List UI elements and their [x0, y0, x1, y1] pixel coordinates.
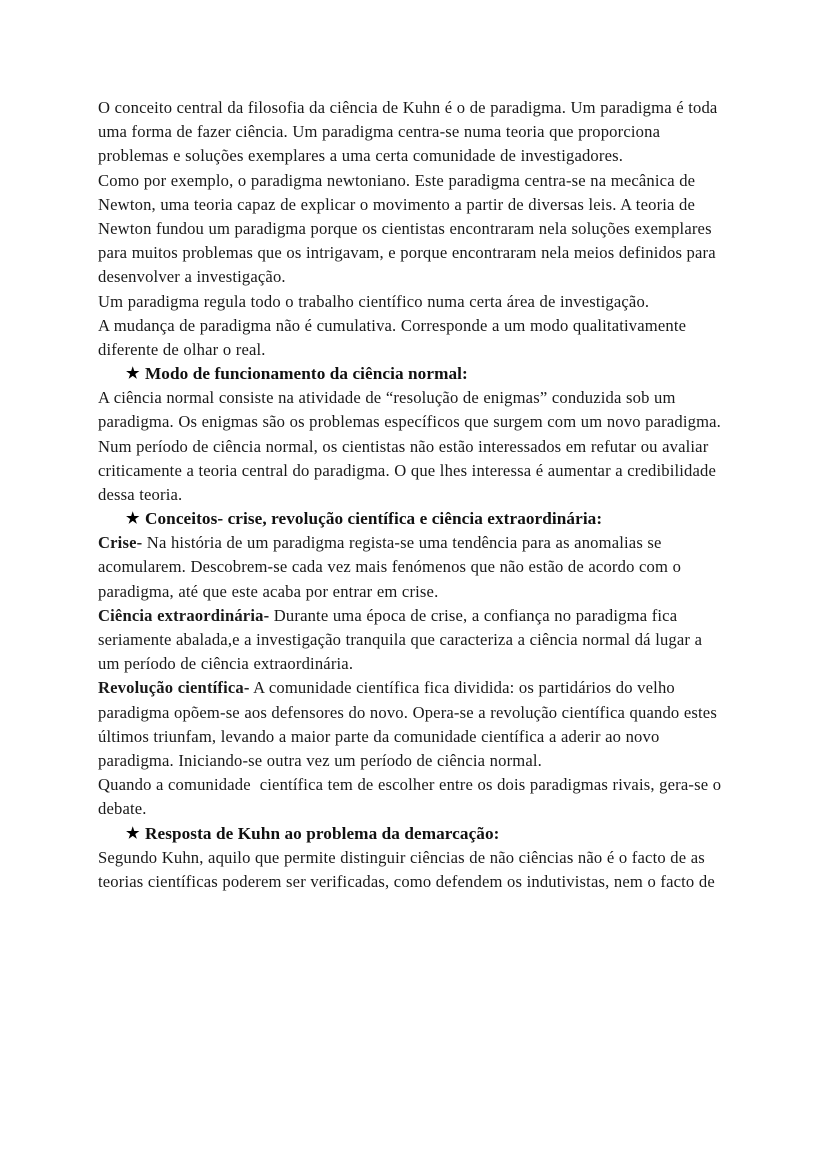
heading-conceitos [98, 507, 728, 531]
ciencia-extraordinaria-paragraph [98, 604, 728, 677]
heading-ciencia-normal-label: Modo de funcionamento da ciência normal: [145, 364, 468, 384]
revolucao-cientifica-paragraph [98, 676, 728, 773]
intro-paragraph-3: Um paradigma regula todo o trabalho científico numa certa área de investigação. [98, 291, 650, 311]
heading-conceitos-label: Conceitos- crise, revolução científica e ciência extraordinária: [145, 509, 603, 529]
conceitos-closing-paragraph: Quando a comunidade científica tem de escolher entre os dois paradigmas rivais, gera-se o debate. [98, 775, 726, 819]
demarcacao-paragraph: Segundo Kuhn, aquilo que permite distinguir ciências de não ciências não é o facto de as teorias científicas poderem ser verificadas, como defendem os indutivistas, nem o facto de [98, 847, 715, 891]
document-text-column [98, 96, 728, 894]
revolucao-cientifica-text: A comunidade científica fica dividida: os partidários do velho paradigma opõem-se aos defensores do novo. Opera-se a revolução científica quando estes últimos triunfam, levando a maior parte da comunidade científica a aderir ao novo paradigma. Iniciando-se outra vez um período de ciência normal. [98, 678, 722, 771]
star-bullet-icon: ★ [126, 825, 140, 842]
crise-text: Na história de um paradigma regista-se uma tendência para as anomalias se acomularem. Descobrem-se cada vez mais fenómenos que não estão de acordo com o paradigma, até que este acaba por entrar em crise. [98, 533, 686, 601]
intro-paragraph-2: Como por exemplo, o paradigma newtoniano. Este paradigma centra-se na mecânica de Newton, uma teoria capaz de explicar o movimento a partir de diversas leis. A teoria de Newton fundou um paradigma porque os cientistas encontraram nela soluções exemplares para muitos problemas que os intrigavam, e porque encontraram nela meios definidos para desenvolver a investigação. [98, 170, 716, 287]
crise-paragraph [98, 531, 728, 604]
ciencia-normal-paragraph: A ciência normal consiste na atividade de “resolução de enigmas” conduzida sob um paradigma. Os enigmas são os problemas específicos que surgem com um novo paradigma. Num período de ciência normal, os cientistas não estão interessados em refutar ou avaliar criticamente a teoria central do paradigma. O que lhes interessa é aumentar a credibilidade dessa teoria. [98, 388, 721, 505]
heading-demarcacao-label: Resposta de Kuhn ao problema da demarcação: [145, 823, 500, 843]
heading-ciencia-normal [98, 362, 728, 386]
star-bullet-icon: ★ [126, 511, 140, 528]
intro-paragraph-4: A mudança de paradigma não é cumulativa. Corresponde a um modo qualitativamente diferente de olhar o real. [98, 315, 687, 360]
ciencia-extraordinaria-text: Durante uma época de crise, a confiança no paradigma fica seriamente abalada,e a investigação tranquila que caracteriza a ciência normal dá lugar a um período de ciência extraordinária. [98, 605, 707, 674]
intro-paragraph-1: O conceito central da filosofia da ciência de Kuhn é o de paradigma. Um paradigma é toda uma forma de fazer ciência. Um paradigma centra-se numa teoria que proporciona problemas e soluções exemplares a uma certa comunidade de investigadores. [98, 98, 718, 166]
heading-demarcacao [98, 822, 728, 846]
revolucao-cientifica-term: Revolução científica- [98, 678, 250, 698]
star-bullet-icon: ★ [126, 366, 140, 383]
crise-term: Crise- [98, 533, 143, 553]
ciencia-extraordinaria-term: Ciência extraordinária- [98, 605, 270, 625]
